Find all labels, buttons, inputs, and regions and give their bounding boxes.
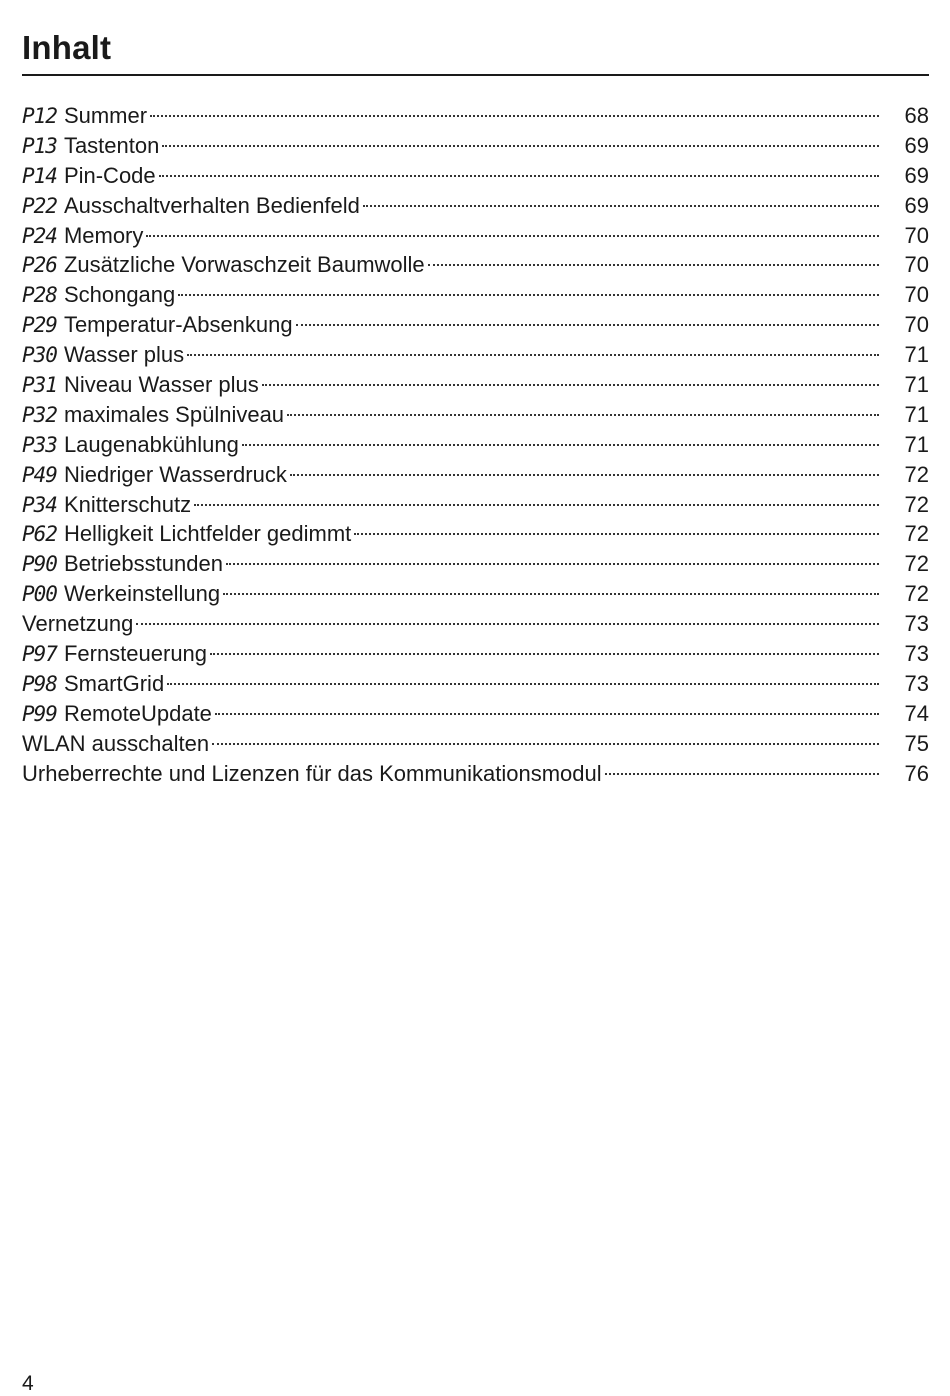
toc-entry[interactable] [22,101,929,131]
toc-dot-leader [242,444,879,446]
toc-entry[interactable] [22,430,929,460]
toc-entry-page: 73 [904,611,929,637]
toc-dot-leader [354,533,879,535]
toc-dot-leader [223,593,879,595]
toc-entry[interactable] [22,699,929,729]
toc-entry-label: Temperatur-Absenkung [63,312,293,338]
toc-entry-page: 73 [904,670,929,696]
toc-dot-leader [136,623,879,625]
page-number: 4 [22,1372,34,1395]
toc-entry-label: Urheberrechte und Lizenzen für das Kommunikationsmodul [22,760,602,786]
toc-entry-label: Niedriger Wasserdruck [63,461,287,487]
toc-entry[interactable] [22,759,929,789]
toc-entry-page: 69 [904,192,929,218]
toc-entry[interactable] [22,280,929,310]
toc-entry-code: P32 [22,402,57,427]
toc-entry-label: Summer [63,103,148,128]
toc-dot-leader [428,264,879,266]
toc-entry-page: 74 [904,700,929,726]
toc-dot-leader [363,205,879,207]
toc-entry[interactable] [22,460,929,490]
toc-entry-code: P12 [22,104,57,128]
toc-entry-page: 75 [904,730,929,756]
toc-entry[interactable] [22,609,929,639]
toc-entry-label: Knitterschutz [63,491,192,517]
toc-dot-leader [287,414,879,416]
toc-entry-page: 72 [904,521,929,547]
table-of-contents [22,101,929,788]
toc-dot-leader [150,115,879,117]
toc-entry-code: P97 [22,642,57,667]
toc-entry[interactable] [22,221,929,251]
toc-entry[interactable] [22,131,929,161]
title-divider [22,74,929,76]
toc-dot-leader [605,773,879,775]
toc-entry[interactable] [22,519,929,549]
toc-entry-code: P24 [22,223,57,248]
toc-entry-page: 70 [904,282,929,308]
toc-entry-page: 70 [904,222,929,248]
toc-entry[interactable] [22,729,929,759]
toc-dot-leader [187,354,879,356]
toc-entry-label: Zusätzliche Vorwaschzeit Baumwolle [63,252,425,278]
toc-entry-page: 76 [904,760,929,786]
toc-entry-label: Wasser plus [63,342,185,368]
toc-entry-code: P34 [22,492,57,517]
toc-dot-leader [215,713,879,715]
toc-entry-label: Helligkeit Lichtfelder gedimmt [63,521,352,547]
toc-entry-code: P49 [22,462,57,487]
toc-entry-label: Memory [63,222,144,248]
toc-entry-code: P13 [22,133,57,158]
toc-entry-label: RemoteUpdate [63,700,212,726]
toc-entry-label: Ausschaltverhalten Bedienfeld [63,192,360,218]
toc-entry-label: Tastenton [63,132,160,158]
toc-entry-code: P62 [22,522,57,547]
toc-entry-code: P28 [22,283,57,308]
toc-entry[interactable] [22,490,929,520]
toc-entry[interactable] [22,191,929,221]
toc-entry-page: 70 [904,252,929,278]
toc-entry[interactable] [22,340,929,370]
toc-entry-label: Vernetzung [22,611,134,637]
toc-entry[interactable] [22,639,929,669]
toc-entry-page: 70 [904,312,929,338]
toc-entry-code: P14 [22,163,57,188]
toc-entry-code: P30 [22,343,57,368]
toc-entry-label: Werkeinstellung [63,581,221,607]
toc-dot-leader [212,743,879,745]
toc-entry[interactable] [22,579,929,609]
toc-entry-code: P98 [22,671,57,696]
toc-dot-leader [162,145,879,147]
toc-entry[interactable] [22,549,929,579]
toc-entry-code: P33 [22,432,57,457]
toc-entry-label: SmartGrid [63,670,165,696]
toc-dot-leader [167,683,879,685]
toc-dot-leader [194,504,879,506]
page-title: Inhalt [22,29,112,66]
toc-dot-leader [262,384,879,386]
toc-dot-leader [210,653,879,655]
toc-entry-page: 71 [904,372,929,398]
toc-entry-page: 72 [904,461,929,487]
toc-dot-leader [296,324,879,326]
toc-entry-page: 71 [904,401,929,427]
toc-entry-code: P00 [22,582,57,607]
toc-entry-page: 71 [904,431,929,457]
toc-entry-code: P26 [22,253,57,278]
toc-entry-code: P99 [22,701,57,726]
toc-entry-page: 71 [904,342,929,368]
toc-entry[interactable] [22,400,929,430]
toc-entry[interactable] [22,370,929,400]
toc-entry-label: Pin-Code [63,162,156,188]
toc-entry-page: 72 [904,491,929,517]
toc-entry-label: Fernsteuerung [63,641,208,667]
toc-entry[interactable] [22,310,929,340]
toc-entry-page: 72 [904,581,929,607]
toc-dot-leader [146,235,879,237]
toc-entry-code: P22 [22,193,57,218]
toc-dot-leader [178,294,879,296]
toc-dot-leader [226,563,879,565]
toc-entry-label: Betriebsstunden [63,551,223,577]
toc-entry-page: 69 [904,132,929,158]
toc-entry-code: P31 [22,373,57,398]
toc-entry-page: 68 [904,103,929,128]
toc-entry[interactable] [22,669,929,699]
toc-entry-label: Niveau Wasser plus [63,372,259,398]
toc-entry-code: P90 [22,552,57,577]
toc-entry[interactable] [22,161,929,191]
toc-entry-code: P29 [22,313,57,338]
toc-entry-page: 72 [904,551,929,577]
toc-dot-leader [290,474,879,476]
toc-entry-page: 73 [904,641,929,667]
toc-entry-page: 69 [904,162,929,188]
toc-entry-label: Laugenabkühlung [63,431,239,457]
toc-entry-label: maximales Spülniveau [63,401,285,427]
toc-entry-label: Schongang [63,282,176,308]
toc-entry-label: WLAN ausschalten [22,730,210,756]
toc-dot-leader [159,175,879,177]
toc-entry[interactable] [22,250,929,280]
